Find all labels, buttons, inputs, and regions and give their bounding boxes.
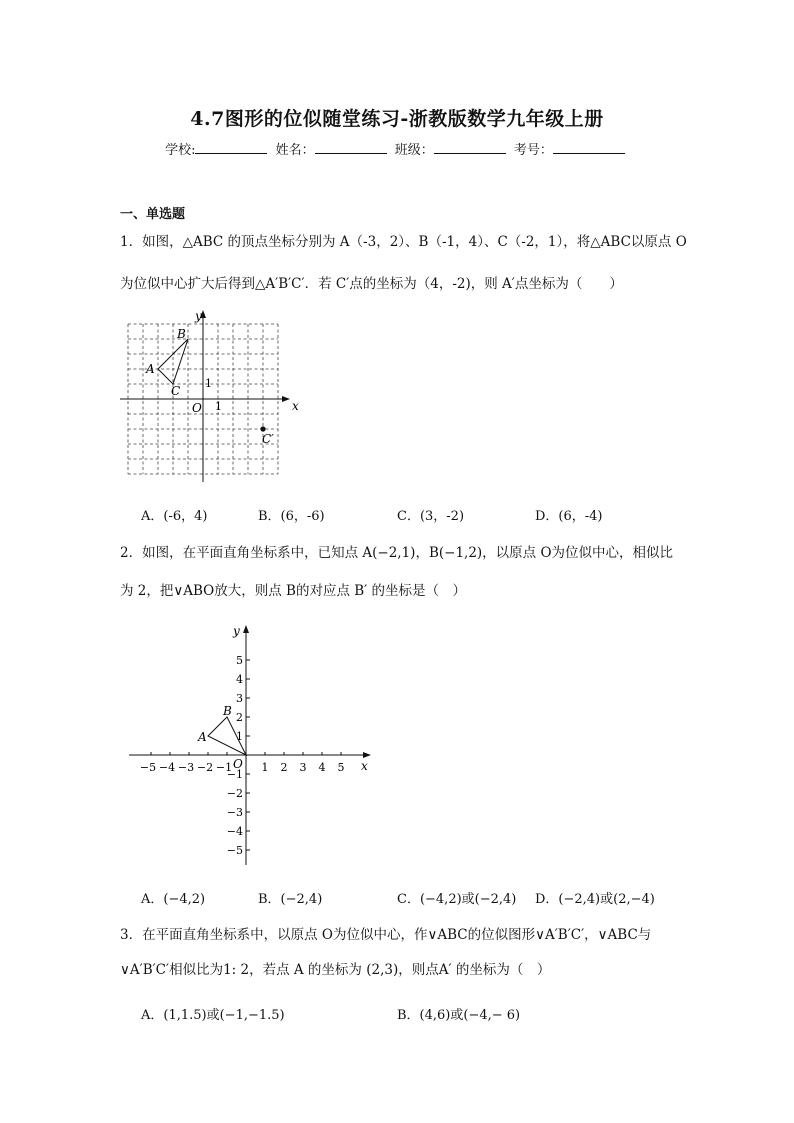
q1-x-label: x [292,399,299,413]
q2-y-tick-label: 3 [236,692,243,705]
q2-y-tick-label: −3 [226,806,243,819]
student-info-line [0,139,794,158]
q2-option-b[interactable]: B．(−2,4) [258,892,323,907]
q1-label-b: B [177,327,186,341]
q2-text-line2: 为 2，把∨ABO放大，则点 B的对应点 B′ 的坐标是（ ） [120,583,467,599]
q2-y-tick-label: 5 [236,654,243,667]
q2-x-tick-label: −5 [139,761,157,774]
q3-text-line1: 3．在平面直角坐标系中，以原点 O为位似中心，作∨ABC的位似图形∨A′B′C′，∨ABC与 [120,927,652,943]
q2-y-tick-label: 4 [236,673,243,686]
q2-x-tick-label: 5 [337,761,345,774]
q2-y-tick-label: 1 [236,730,243,743]
q3-option-a[interactable]: A．(1,1.5)或(−1,−1.5) [141,1008,285,1023]
q1-x-one-label: 1 [215,400,222,413]
school-blank[interactable] [195,141,267,154]
q1-figure [118,306,303,486]
q2-text-line1: 2．如图，在平面直角坐标系中，已知点 A(−2,1)，B(−1,2)，以原点 O为位似中心，相似比 [120,545,674,561]
q2-x-arrow [363,752,371,758]
q1-label-c: C [171,384,181,398]
q2-x-tick-label: −3 [177,761,195,774]
q3-option-b[interactable]: B．(4,6)或(−4,− 6) [397,1008,521,1023]
class-label: 班级： [394,143,434,158]
q1-option-c[interactable]: C．(3，-2) [397,509,465,524]
q1-y-one-label: 1 [205,377,212,390]
q1-text-line2: 为位似中心扩大后得到△A′B′C′．若 C′点的坐标为（4，-2)，则 A′点坐标为（ ） [120,276,623,292]
q2-x-tick-label: 4 [318,761,326,774]
exam-no-label: 考号： [513,143,553,158]
q2-option-c[interactable]: C．(−4,2)或(−2,4) [397,892,517,907]
q1-text-line1: 1．如图，△ABC 的顶点坐标分别为 A（-3，2）、B（-1，4）、C（-2，1），将△ABC以原点 O [120,234,687,250]
name-blank[interactable] [315,141,387,154]
q2-y-tick-label: 2 [236,711,243,724]
q1-option-a[interactable]: A．(-6，4) [141,509,208,524]
class-blank[interactable] [434,141,506,154]
q2-y-label: y [233,624,240,638]
school-label: 学校: [165,143,196,158]
q1-label-a: A [146,362,155,376]
q2-y-arrow [243,625,249,633]
q1-x-arrow [282,396,290,402]
q2-x-tick-label: −4 [158,761,176,774]
page-title: 4.7图形的位似随堂练习-浙教版数学九年级上册 [190,108,604,130]
q2-x-label: x [361,759,368,773]
q1-option-d[interactable]: D．(6，-4) [535,509,603,524]
q2-figure [125,615,380,870]
section-heading: 一、单选题 [120,207,186,222]
q3-text-line2: ∨A′B′C′相似比为1: 2，若点 A 的坐标为 (2,3)，则点A′ 的坐标为（ ） [120,962,551,978]
name-label: 姓名： [275,143,315,158]
exam-no-blank[interactable] [553,141,625,154]
q1-origin-label: O [192,401,202,415]
q2-label-a: A [198,730,207,744]
q2-x-tick-label: −2 [196,761,214,774]
q2-x-tick-label: −1 [215,761,233,774]
q2-option-a[interactable]: A．(−4,2) [141,892,206,907]
q1-point-cprime [260,426,265,431]
q1-label-cprime: C′ [262,432,274,446]
q2-option-d[interactable]: D．(−2,4)或(2,−4) [535,892,655,907]
q1-triangle-abc [158,339,188,384]
q2-y-tick-label: −5 [226,844,243,857]
q2-x-tick-label: 2 [280,761,288,774]
q2-x-tick-label: 3 [299,761,307,774]
q2-y-tick-label: −1 [226,768,243,781]
q1-option-b[interactable]: B．(6，-6) [258,509,325,524]
q2-y-tick-label: −2 [226,787,243,800]
q2-label-b: B [223,704,232,718]
q2-y-tick-label: −4 [226,825,243,838]
q1-y-label: y [195,309,202,323]
q2-x-tick-label: 1 [261,761,269,774]
q2-origin-label: O [233,757,243,771]
